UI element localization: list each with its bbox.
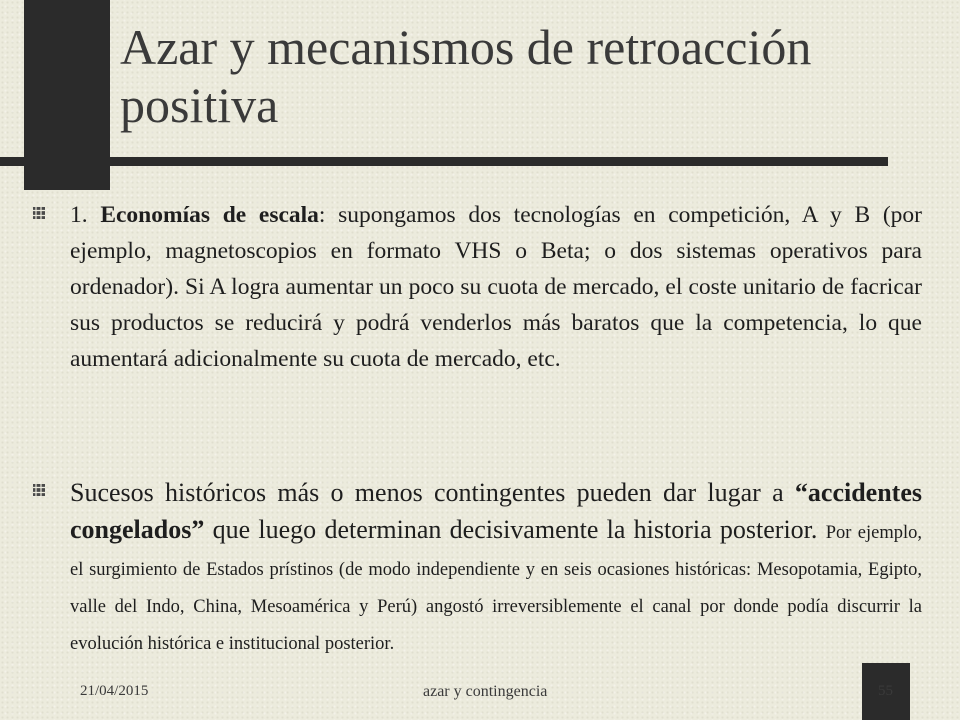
- footer-title: azar y contingencia: [423, 683, 548, 700]
- page-number: 55: [878, 683, 893, 699]
- bullet-economies-of-scale: [70, 197, 922, 377]
- bullet-text-mid: que luego determinan decisivamente la historia posterior.: [204, 515, 826, 544]
- hash-bullet-icon: [33, 207, 45, 219]
- bold-quote: “accidentes congelados”: [70, 478, 922, 544]
- bullet-example-text: Por ejemplo, el surgimiento de Estados prístinos (de modo independiente y en seis ocasiones históricas: Mesopotamia, Egipto, valle del Indo, China, Mesoamérica y Perú) angostó irreversiblemente el canal por donde podía discurrir la evolución histórica e institucional posterior.: [70, 523, 922, 654]
- bullet-text: : supongamos dos tecnologías en competición, A y B (por ejemplo, magnetoscopios en formato VHS o Beta; o dos sistemas operativos para ordenador). Si A logra aumentar un poco su cuota de mercado, el coste unitario de facricar sus productos se reducirá y podrá venderlos más baratos que la competencia, lo que aumentará adicionalmente su cuota de mercado, etc.: [70, 202, 922, 372]
- slide-title: Azar y mecanismos de retroacción positiva: [120, 19, 812, 133]
- bold-term: Economías de escala: [100, 202, 319, 228]
- bullet-prefix: 1.: [70, 202, 101, 228]
- title-underline-rule: [0, 157, 888, 166]
- bullet-frozen-accidents: [70, 474, 922, 659]
- footer-date: 21/04/2015: [80, 683, 149, 699]
- bullet-text-start: Sucesos históricos más o menos contingentes pueden dar lugar a: [70, 478, 795, 507]
- hash-bullet-icon: [33, 484, 45, 496]
